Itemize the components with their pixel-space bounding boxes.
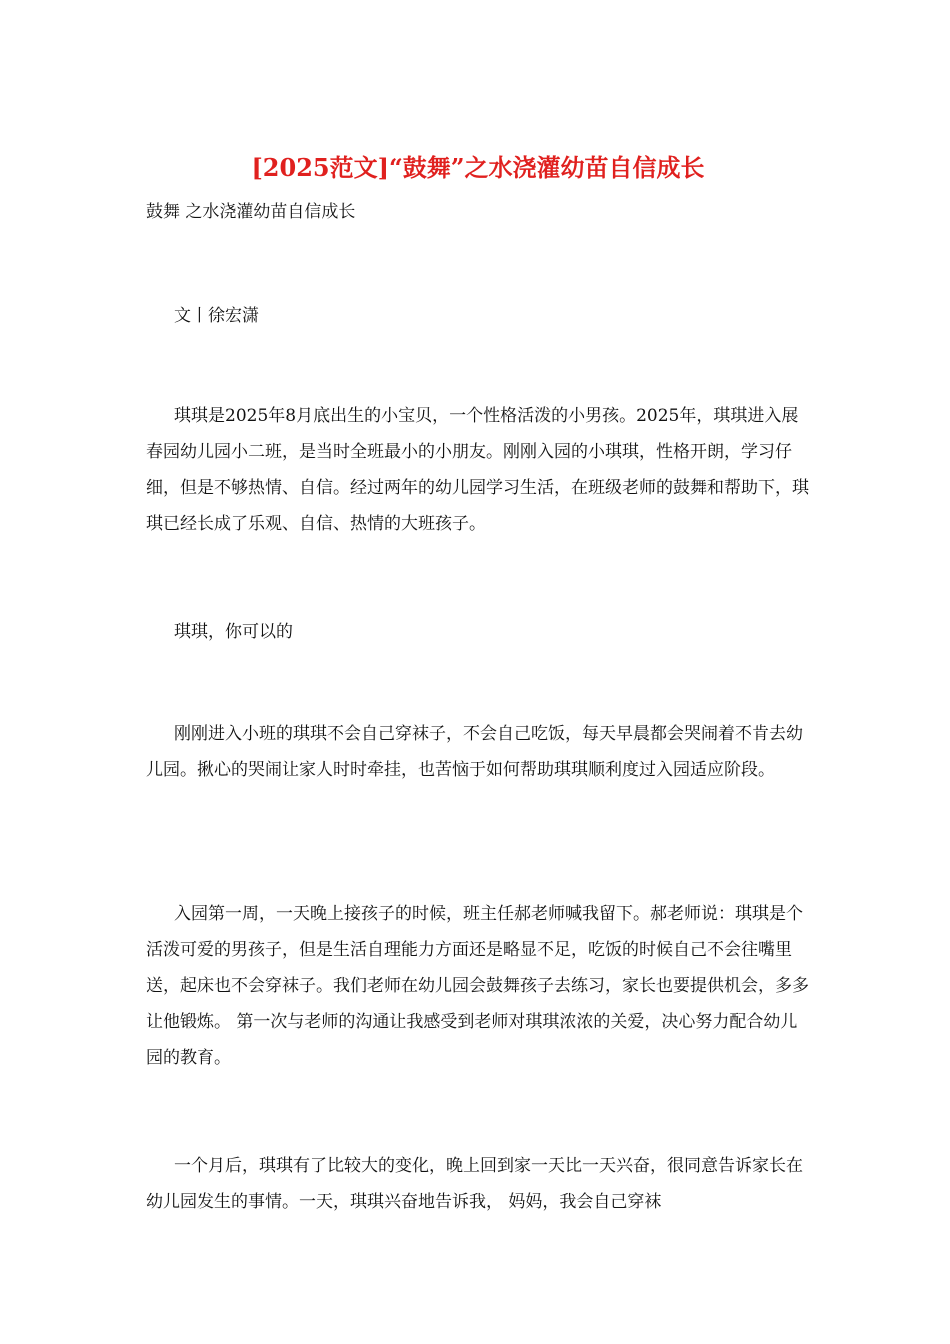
- document-title: [2025范文]“鼓舞”之水浇灌幼苗自信成长: [251, 153, 705, 182]
- paragraph: 入园第一周，一天晚上接孩子的时候，班主任郝老师喊我留下。郝老师说：琪琪是个活泼可爱的男孩子，但是生活自理能力方面还是略显不足，吃饭的时候自己不会往嘴里送，起床也不会穿袜子。我们老师在幼儿园会鼓舞孩子去练习，家长也要提供机会，多多让他锻炼。 第一次与老师的沟通让我感受到老师对琪琪浓浓的关爱，决心努力配合幼儿园的教育。: [146, 904, 809, 1068]
- author-line: 文丨徐宏潇: [174, 306, 259, 326]
- document-subtitle: 鼓舞 之水浇灌幼苗自信成长: [146, 202, 356, 222]
- paragraph: 一个月后，琪琪有了比较大的变化，晚上回到家一天比一天兴奋，很同意告诉家长在幼儿园发生的事情。一天，琪琪兴奋地告诉我， 妈妈，我会自己穿袜: [146, 1156, 803, 1212]
- document-page: [146, 0, 810, 1344]
- section-heading: 琪琪，你可以的: [174, 622, 293, 642]
- paragraph: 刚刚进入小班的琪琪不会自己穿袜子，不会自己吃饭，每天早晨都会哭闹着不肯去幼儿园。揪心的哭闹让家人时时牵挂，也苦恼于如何帮助琪琪顺利度过入园适应阶段。: [146, 724, 803, 780]
- paragraph: 琪琪是2025年8月底出生的小宝贝，一个性格活泼的小男孩。2025年，琪琪进入展春园幼儿园小二班，是当时全班最小的小朋友。刚刚入园的小琪琪，性格开朗，学习仔细，但是不够热情、自信。经过两年的幼儿园学习生活，在班级老师的鼓舞和帮助下，琪琪已经长成了乐观、自信、热情的大班孩子。: [146, 406, 809, 534]
